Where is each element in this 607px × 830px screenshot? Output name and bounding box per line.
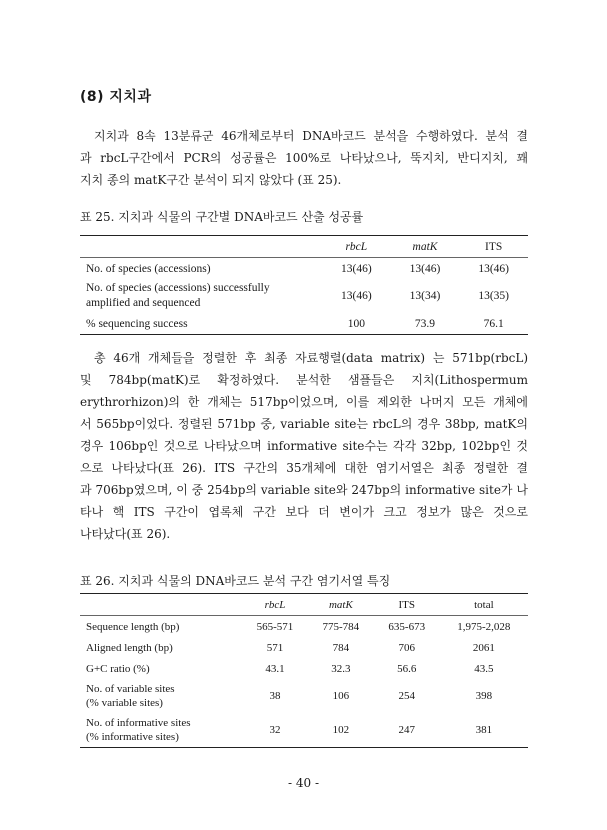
paragraph-line: 과 706bp였으며, 이 중 254bp의 variable site와 247bp의 informative site가 나 [80,483,528,497]
cell: 13(46) [409,262,441,275]
cell: 43.1 [265,662,285,675]
cell: 32.3 [331,662,351,675]
paragraph-1 [80,125,528,191]
table-row [80,637,528,658]
row-label: Sequence length (bp) [86,620,180,633]
paragraph-line: 지치과 8속 13분류군 46개체로부터 DNA바코드 분석을 수행하였다. 분석 결 [94,129,528,143]
row-label: % sequencing success [86,317,188,330]
paragraph-line: 총 46개 개체들을 정렬한 후 최종 자료행렬(data matrix) 는 571bp(rbcL) [94,351,528,365]
paragraph-line: 및 784bp(matK)로 확정하였다. 분석한 샘플들은 지치(Lithospermum [80,373,528,387]
header-cell [80,594,242,616]
cell: 635-673 [388,620,426,633]
paragraph-line: erythrorhizon)의 한 개체는 517bp이었으며, 이를 제외한 나머지 모든 개체에 [80,395,528,409]
table-header-row [80,236,528,258]
cell: 38 [269,690,281,702]
row-label: No. of species (accessions) [86,262,211,275]
table-row [80,313,528,335]
table-row [80,258,528,280]
cell: 43.5 [474,662,494,675]
header-cell [80,236,322,258]
row-label: No. of informative sites (% informative sites) [86,717,191,743]
row-label: G+C ratio (%) [86,662,150,675]
cell: 775-784 [322,620,360,633]
table-row [80,658,528,679]
paragraph-line: 과 rbcL구간에서 PCR의 성공률은 100%로 나타났으나, 뚝지치, 반디지치, 꽤 [80,151,528,165]
table-row [80,713,528,748]
cell: 56.6 [397,662,417,675]
header-cell: rbcL [345,240,368,253]
header-cell: ITS [485,240,503,253]
paragraph-line: 으로 나타났다(표 26). ITS 구간의 35개체에 대한 염기서열은 최종 정렬한 결 [80,461,528,475]
header-cell: matK [412,240,438,253]
cell: 13(46) [340,290,372,302]
row-label: Aligned length (bp) [86,641,173,654]
paragraph-line: 나타났다(표 26). [80,527,171,541]
paragraph-2 [80,347,528,545]
table-26 [80,593,528,748]
row-label: No. of species (accessions) successfully amplified and sequenced [86,282,270,309]
table-25 [80,235,528,335]
header-cell: ITS [398,598,416,611]
cell: 247 [398,724,416,736]
cell: 398 [475,690,493,702]
cell: 1,975-2,028 [457,620,511,633]
cell: 100 [347,317,365,330]
header-cell: rbcL [264,598,286,611]
cell: 13(46) [478,262,509,275]
header-cell: matK [328,598,353,611]
cell: 381 [475,724,493,736]
cell: 784 [332,641,350,654]
cell: 73.9 [414,317,436,330]
paragraph-line: 서 565bp이었다. 정렬된 571bp 중, variable site는 rbcL의 경우 38bp, matK의 [80,417,528,431]
table-26-caption: 표 26. 지치과 식물의 DNA바코드 분석 구간 염기서열 특징 [80,574,391,588]
page-number: - 40 - [287,776,319,790]
cell: 32 [269,724,281,736]
paragraph-line: 타나 핵 ITS 구간이 엽록체 구간 보다 더 변이가 크고 정보가 많은 것으로 [80,505,528,519]
cell: 254 [398,690,416,702]
cell: 13(46) [340,262,372,275]
cell: 571 [266,641,284,654]
cell: 76.1 [483,317,504,330]
cell: 13(35) [478,290,509,302]
table-header-row [80,594,528,616]
table-25-caption: 표 25. 지치과 식물의 구간별 DNA바코드 산출 성공률 [80,210,364,224]
table-row [80,616,528,638]
paragraph-line: 경우 106bp인 것으로 나타났으며 informative site수는 각각 32bp, 102bp인 것 [80,439,528,453]
cell: 2061 [472,641,495,654]
cell: 102 [332,724,350,736]
paragraph-line: 지치 종의 matK구간 분석이 되지 않았다 (표 25). [80,173,342,187]
cell: 706 [398,641,416,654]
header-cell: total [474,598,494,611]
section-heading: (8) 지치과 [80,89,152,105]
cell: 13(34) [409,290,441,302]
table-row [80,679,528,713]
cell: 565-571 [256,620,294,633]
row-label: No. of variable sites (% variable sites) [86,683,175,709]
table-row [80,279,528,313]
cell: 106 [332,690,350,702]
